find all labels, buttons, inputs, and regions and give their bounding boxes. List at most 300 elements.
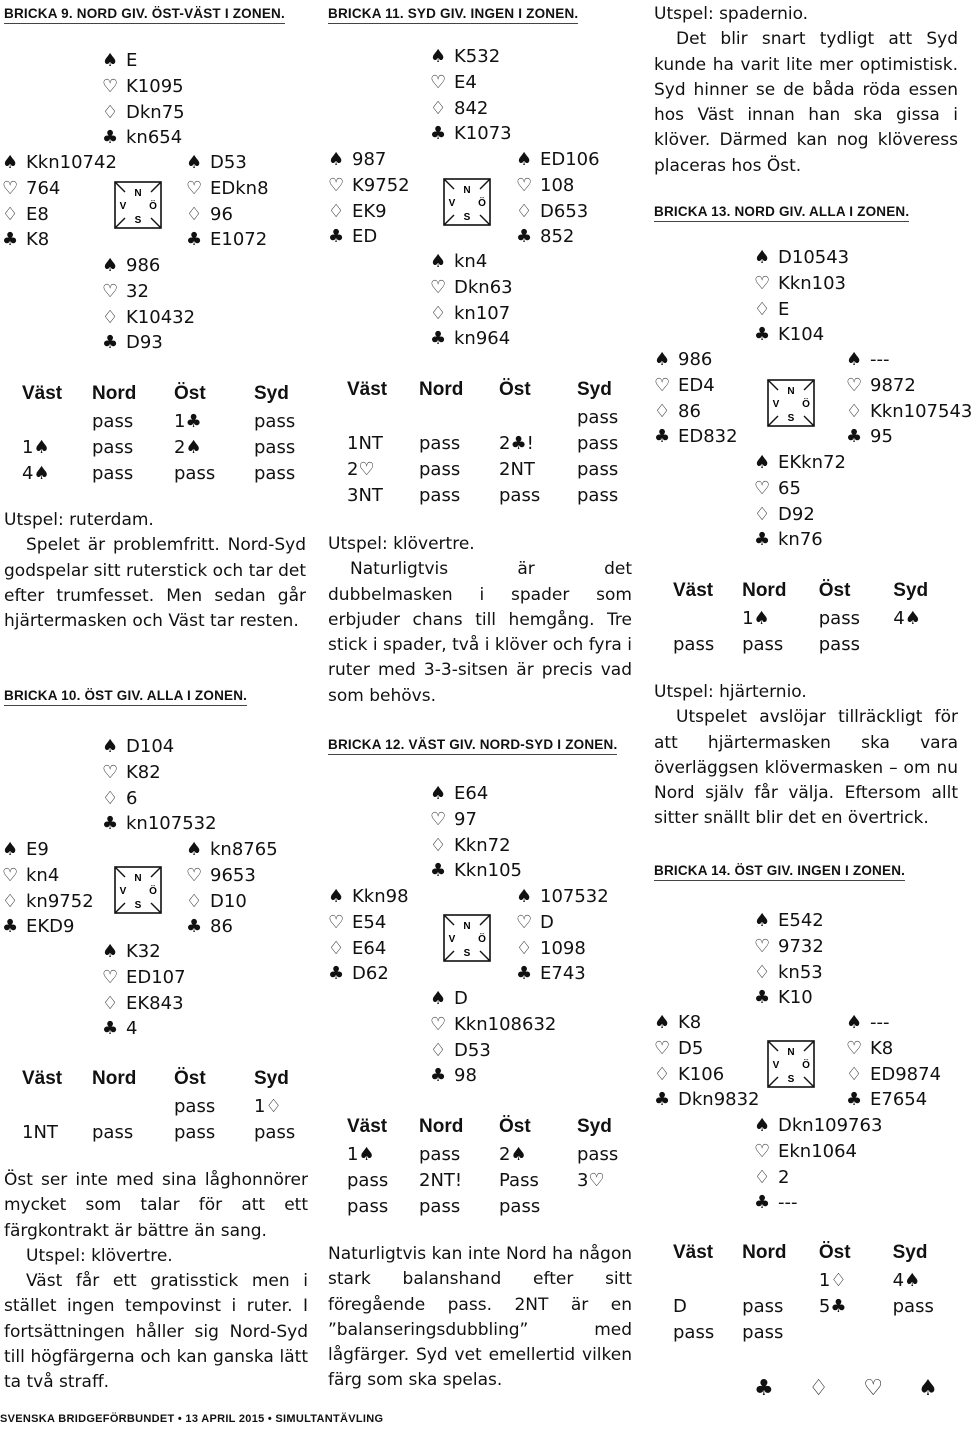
suit-holding (186, 837, 278, 863)
cards-text: K32 (126, 941, 161, 962)
bid-cell: pass (673, 634, 715, 656)
heart-icon: ♡ (186, 177, 203, 199)
club-icon: ♣ (102, 332, 119, 354)
lead-text: Utspel: spadernio. (654, 4, 809, 24)
analysis-text: Naturligtvis kan inte Nord ha någon stark balanshand efter sitt föregående pass. 2NT är en ”balanseringsdubbling” med lågfärger. Syd vet emellertid vilken färg som ska spelas. (328, 1244, 632, 1391)
heart-icon: ♡ (754, 1140, 771, 1162)
compass-south: S (787, 1074, 795, 1085)
cards-text: D5 (678, 1037, 704, 1059)
bid-cell (22, 409, 92, 435)
suit-holding (754, 502, 846, 528)
suit-holding (328, 199, 410, 225)
diamond-icon: ♢ (430, 97, 447, 119)
bid-cell (92, 1094, 174, 1120)
club-icon: ♣ (328, 226, 345, 248)
cards-text: Kkn107543 (870, 400, 972, 422)
suit-holding (328, 884, 409, 910)
hand-north (102, 734, 217, 837)
commentary (654, 680, 958, 832)
commentary (4, 1168, 308, 1396)
cards-text: E64 (352, 937, 387, 959)
bidding-header: Nord (742, 580, 787, 601)
cards-text: 764 (26, 177, 61, 199)
cards-text: 1098 (540, 937, 586, 959)
spade-icon: ♠ (328, 149, 345, 170)
bid-cell: pass (742, 1296, 784, 1318)
board-title: BRICKA 11. SYD GIV. INGEN I ZONEN. (328, 6, 578, 24)
bidding-row (22, 461, 324, 487)
cards-text: Kkn72 (454, 834, 511, 856)
hand-east (846, 347, 972, 450)
cards-text: EK9 (352, 200, 387, 222)
bid-cell: 1♠ (347, 1144, 375, 1166)
cards-text: kn8765 (210, 839, 278, 860)
cards-text: 2 (778, 1166, 790, 1188)
bid-cell: 3♡ (577, 1170, 605, 1192)
spade-icon: ♠ (186, 839, 203, 860)
cards-text: K104 (778, 324, 825, 346)
cards-text: 9653 (210, 864, 256, 886)
bid-cell: pass (742, 1321, 784, 1343)
compass-graphic (767, 1040, 815, 1088)
cards-text: 86 (210, 916, 233, 938)
bid-cell: pass (577, 484, 619, 506)
hand-west (654, 347, 738, 450)
suit-holding (430, 807, 522, 833)
club-icon: ♣ (102, 127, 119, 149)
compass-graphic (114, 866, 162, 914)
compass-south: S (134, 900, 142, 911)
compass-icon (443, 178, 491, 226)
bid-cell: pass (818, 634, 860, 656)
compass-west: V (772, 1060, 780, 1071)
club-icon: ♣ (846, 1089, 863, 1111)
spade-icon: ♠ (102, 50, 119, 71)
suit-holding (754, 985, 824, 1011)
suit-holding (2, 202, 117, 228)
hand-east (516, 884, 609, 987)
bidding-header: Väst (673, 580, 714, 601)
bidding-table (347, 375, 647, 508)
cards-text: 97 (454, 808, 477, 830)
bid-cell (499, 405, 577, 431)
bidding-header: Öst (818, 1242, 851, 1263)
suit-holding (754, 322, 849, 348)
cards-text: ED107 (126, 966, 186, 988)
bid-cell: pass (499, 484, 541, 506)
bidding-table (673, 576, 960, 658)
compass-east: Ö (478, 934, 486, 945)
compass-west: V (119, 886, 127, 897)
bid-cell: 4♠ (893, 608, 921, 630)
spade-icon: ♠ (754, 910, 771, 931)
spade-icon: ♠ (2, 152, 19, 173)
suit-holding (754, 297, 849, 323)
spade-icon: ♠ (516, 149, 533, 170)
club-icon: ♣ (328, 963, 345, 985)
bid-cell (819, 1320, 893, 1346)
cards-text: 6 (126, 787, 138, 809)
bidding-row (22, 1094, 324, 1120)
cards-text: --- (778, 1192, 798, 1214)
page-footer: SVENSKA BRIDGEFÖRBUNDET • 13 APRIL 2015 • SIMULTANTÄVLING (0, 1413, 384, 1425)
hand-west (2, 150, 117, 253)
hand-east (516, 147, 600, 250)
suit-holding (186, 227, 269, 253)
cards-text: E (126, 50, 138, 71)
suit-holding (2, 914, 94, 940)
compass-east: Ö (149, 201, 157, 212)
compass-north: N (134, 873, 142, 884)
cards-text: D (540, 911, 554, 933)
cards-text: K1095 (126, 75, 184, 97)
suit-holding (2, 176, 117, 202)
bidding-header: Öst (499, 1116, 531, 1137)
bidding-row (673, 1268, 960, 1294)
spade-icon: ♠ (102, 941, 119, 962)
bid-cell: pass (92, 411, 134, 433)
cards-text: K8 (678, 1012, 702, 1033)
diamond-icon: ♢ (102, 101, 119, 123)
cards-text: K8 (26, 229, 50, 251)
compass-west: V (448, 934, 456, 945)
suit-holding (754, 476, 846, 502)
heart-icon: ♡ (654, 374, 671, 396)
spade-icon: ♠ (102, 255, 119, 276)
bid-cell: 2♠ (499, 1144, 527, 1166)
suit-holding (102, 74, 185, 100)
cards-text: 986 (678, 349, 713, 370)
cards-text: ED9874 (870, 1063, 942, 1085)
cards-text: E54 (352, 911, 387, 933)
compass-graphic (767, 379, 815, 427)
bid-cell: 5♣ (818, 1296, 847, 1318)
suit-holding (516, 910, 609, 936)
heart-icon: ♡ (2, 177, 19, 199)
spade-icon: ♠ (846, 349, 863, 370)
cards-text: Dkn9832 (678, 1089, 760, 1111)
spade-icon: ♠ (430, 46, 447, 67)
bid-cell (893, 632, 960, 658)
club-icon: ♣ (430, 328, 447, 350)
club-icon: ♣ (102, 1018, 119, 1040)
suit-holding (102, 1016, 186, 1042)
diamond-icon: ♢ (654, 1063, 671, 1085)
hand-north (430, 781, 522, 884)
bid-cell: pass (818, 608, 860, 630)
compass-graphic (443, 178, 491, 226)
suit-holding (102, 125, 185, 151)
bidding-header: Öst (174, 383, 206, 404)
hand-south (754, 1113, 882, 1216)
suit-holding (430, 44, 512, 70)
hand-east (186, 150, 269, 253)
spade-icon: ♠ (430, 783, 447, 804)
bidding-header: Väst (347, 379, 388, 400)
suit-holding (102, 100, 185, 126)
heart-icon: ♡ (102, 761, 119, 783)
suit-holding (654, 1036, 760, 1062)
cards-text: EDkn8 (210, 177, 269, 199)
heart-icon: ♡ (754, 477, 771, 499)
cards-text: Dkn63 (454, 276, 513, 298)
diamond-icon: ♢ (2, 890, 19, 912)
analysis-text: Öst ser inte med sina låghonnörer mycket som talar för att ett färgkontrakt är bättre än sang. (4, 1170, 308, 1241)
suit-holding (846, 1062, 941, 1088)
cards-text: E7654 (870, 1089, 928, 1111)
hand-west (328, 147, 410, 250)
bidding-table (347, 1112, 647, 1219)
diamond-icon: ♢ (516, 200, 533, 222)
suit-holding (654, 1010, 760, 1036)
commentary (328, 1242, 632, 1394)
club-icon: ♣ (754, 324, 771, 346)
heart-icon: ♡ (754, 935, 771, 957)
diamond-icon: ♢ (328, 200, 345, 222)
heart-icon: ♡ (102, 280, 119, 302)
suit-holding (516, 147, 600, 173)
compass-east: Ö (802, 1060, 810, 1071)
hand-east (846, 1010, 941, 1113)
club-icon: ♣ (654, 426, 671, 448)
compass-west: V (772, 399, 780, 410)
suit-holding (328, 910, 409, 936)
suit-holding (846, 1010, 941, 1036)
bidding-row (347, 457, 647, 483)
suit-holding (186, 202, 269, 228)
diamond-icon: ♢ (516, 937, 533, 959)
suit-holding (102, 991, 186, 1017)
suit-holding (102, 811, 217, 837)
bid-cell: D (673, 1296, 687, 1318)
cards-text: EKD9 (26, 916, 75, 938)
bidding-header: Väst (22, 1068, 63, 1089)
bidding-row (673, 1294, 960, 1320)
cards-text: E542 (778, 910, 824, 931)
bid-cell: 1♠ (742, 608, 770, 630)
cards-text: D10543 (778, 247, 850, 268)
suit-holding (754, 450, 846, 476)
suit-holding (846, 399, 972, 425)
cards-text: EKkn72 (778, 452, 846, 473)
club-icon: ♣ (754, 529, 771, 551)
cards-text: Dkn75 (126, 101, 185, 123)
hand-west (2, 837, 94, 940)
spade-icon: ♠ (754, 1115, 771, 1136)
bid-cell: pass (419, 484, 461, 506)
suit-holding (516, 224, 600, 250)
cards-text: 96 (210, 203, 233, 225)
diamond-icon: ♢ (102, 992, 119, 1014)
cards-text: E (778, 298, 790, 320)
heart-icon: ♡ (516, 174, 533, 196)
cards-text: kn964 (454, 328, 511, 350)
bidding-table (673, 1238, 960, 1345)
bid-cell: 1NT (22, 1122, 58, 1144)
bid-cell: 2♠ (174, 437, 202, 459)
cards-text: kn107 (454, 302, 511, 324)
cards-text: --- (870, 349, 890, 370)
bidding-table (22, 1064, 324, 1146)
compass-icon (767, 1040, 815, 1088)
bidding-header: Öst (818, 580, 851, 601)
spade-icon: ♠ (654, 349, 671, 370)
commentary (328, 532, 632, 709)
board-title: BRICKA 13. NORD GIV. ALLA I ZONEN. (654, 204, 909, 222)
analysis-text: Naturligtvis är det dubbelmasken i spader som erbjuder chans till hemgång. Tre stick i spader, två i klöver och fyra i ruter med 3-3-sitsen är precis vad som behövs. (328, 559, 632, 706)
heart-icon: ♡ (516, 911, 533, 933)
bid-cell: pass (577, 407, 619, 429)
suit-holding (102, 786, 217, 812)
suit-holding (2, 889, 94, 915)
club-icon: ♣ (186, 229, 203, 251)
cards-text: 987 (352, 149, 387, 170)
cards-text: K1073 (454, 123, 512, 145)
suit-holding (654, 1062, 760, 1088)
cards-text: 852 (540, 226, 575, 248)
spade-icon: ♠ (846, 1012, 863, 1033)
spade-icon: ♠ (186, 152, 203, 173)
diamond-icon: ♢ (430, 1039, 447, 1061)
suit-holding (186, 150, 269, 176)
bidding-row (673, 632, 960, 658)
cards-text: Ekn1064 (778, 1140, 858, 1162)
cards-text: Kkn103 (778, 272, 846, 294)
suit-holding (516, 884, 609, 910)
bid-cell (419, 405, 499, 431)
hand-west (654, 1010, 760, 1113)
compass-graphic (443, 914, 491, 962)
suit-holding (654, 1087, 760, 1113)
suit-holding (2, 227, 117, 253)
cards-text: D53 (210, 152, 247, 173)
bid-cell: pass (577, 458, 619, 480)
analysis-text: Det blir snart tydligt att Syd kunde ha varit lite mer optimistisk. Syd hinner se de båda röda essen hos Väst innan han ska gissa i klöver. Därmed kan nog klöveress placeras hos Öst. (654, 29, 958, 176)
cards-text: 32 (126, 280, 149, 302)
bidding-table (22, 379, 324, 486)
bid-cell: pass (347, 1195, 389, 1217)
bid-cell: pass (419, 1195, 461, 1217)
bidding-header: Nord (92, 383, 137, 404)
diamond-icon: ♢ (654, 400, 671, 422)
suit-holding (846, 424, 972, 450)
cards-text: 98 (454, 1065, 477, 1087)
diamond-icon: ♢ (186, 890, 203, 912)
bidding-row (22, 435, 324, 461)
cards-text: K82 (126, 761, 161, 783)
hand-west (328, 884, 409, 987)
suit-holding (754, 1165, 882, 1191)
diamond-icon: ♢ (102, 787, 119, 809)
diamond-icon: ♢ (754, 503, 771, 525)
bidding-header: Syd (254, 1068, 289, 1089)
compass-south: S (134, 215, 142, 226)
suit-holding (754, 271, 849, 297)
lead-text: Utspel: klövertre. (26, 1245, 173, 1266)
bid-cell (673, 1268, 742, 1294)
bidding-row (347, 482, 647, 508)
diamond-icon: ♢ (2, 203, 19, 225)
hand-south (754, 450, 846, 553)
cards-text: ED832 (678, 426, 738, 448)
compass-icon (767, 379, 815, 427)
lead-text: Utspel: ruterdam. (4, 510, 154, 530)
cards-text: kn107532 (126, 813, 217, 835)
suit-holding (654, 424, 738, 450)
analysis-text: Väst får ett gratisstick men i stället ingen tempovinst i ruter. I fortsättningen håller sig Nord-Syd till högfärgerna och kan ganska lätt ta två straff. (4, 1271, 308, 1393)
suit-holding (186, 863, 278, 889)
compass-south: S (463, 948, 471, 959)
club-icon: ♣ (2, 229, 19, 251)
suit-holding (430, 833, 522, 859)
bid-cell: 2NT! (419, 1170, 463, 1192)
suit-holding (102, 253, 195, 279)
suit-holding (430, 858, 522, 884)
suit-symbols: ♣ ♢ ♡ ♠ (754, 1376, 952, 1401)
board-title: BRICKA 12. VÄST GIV. NORD-SYD I ZONEN. (328, 737, 617, 755)
bidding-header: Syd (892, 1242, 928, 1263)
heart-icon: ♡ (102, 75, 119, 97)
spade-icon: ♠ (328, 886, 345, 907)
suit-holding (846, 347, 972, 373)
heart-icon: ♡ (846, 1037, 863, 1059)
hand-south (430, 249, 513, 352)
bidding-header: Syd (254, 383, 289, 404)
suit-holding (328, 224, 410, 250)
bid-cell: pass (174, 1122, 216, 1144)
bid-cell: pass (254, 1122, 296, 1144)
diamond-icon: ♢ (186, 203, 203, 225)
cards-text: ED (352, 226, 378, 248)
bidding-row (22, 409, 324, 435)
cards-text: kn654 (126, 127, 183, 149)
hand-north (754, 908, 824, 1011)
suit-holding (2, 837, 94, 863)
lead-text: Utspel: hjärternio. (654, 682, 807, 702)
suit-holding (654, 399, 738, 425)
cards-text: E4 (454, 71, 477, 93)
diamond-icon: ♢ (430, 834, 447, 856)
compass-south: S (787, 413, 795, 424)
suit-holding (430, 326, 513, 352)
cards-text: K8 (870, 1037, 894, 1059)
cards-text: D653 (540, 200, 589, 222)
suit-holding (846, 373, 972, 399)
suit-holding (754, 908, 824, 934)
bid-cell: Pass (499, 1170, 539, 1192)
heart-icon: ♡ (430, 1013, 447, 1035)
heart-icon: ♡ (654, 1037, 671, 1059)
cards-text: D104 (126, 736, 175, 757)
cards-text: 86 (678, 400, 701, 422)
bid-cell: pass (419, 433, 461, 455)
suit-holding (430, 70, 512, 96)
bidding-header: Nord (92, 1068, 137, 1089)
spade-icon: ♠ (516, 886, 533, 907)
bid-cell: 2♡ (347, 458, 375, 480)
bidding-header: Syd (577, 1116, 612, 1137)
bidding-row (347, 1194, 647, 1220)
suit-holding (754, 1113, 882, 1139)
board-title: BRICKA 14. ÖST GIV. INGEN I ZONEN. (654, 863, 905, 881)
bid-cell: 4♠ (892, 1270, 921, 1292)
compass-north: N (787, 386, 795, 397)
bid-cell: pass (174, 1096, 216, 1118)
bid-cell: pass (254, 462, 296, 484)
suit-holding (654, 347, 738, 373)
bidding-header: Syd (893, 580, 929, 601)
cards-text: K9752 (352, 174, 410, 196)
